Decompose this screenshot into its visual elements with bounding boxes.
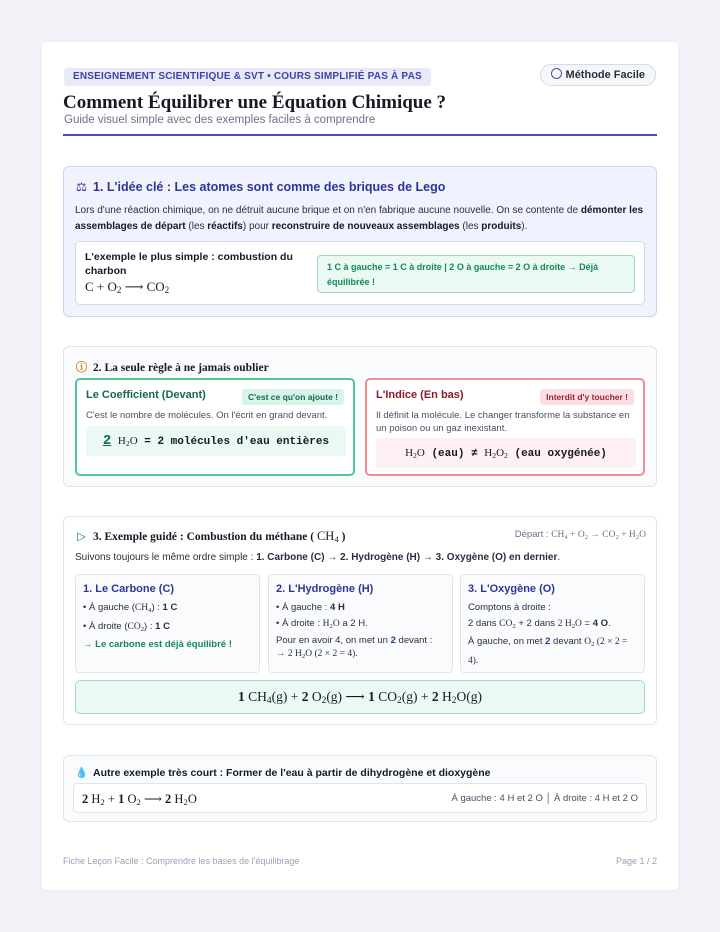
coefficient-desc: C'est le nombre de molécules. On l'écrit en grand devant. xyxy=(86,410,328,421)
section1-heading: ⚖ 1. L'idée clé : Les atomes sont comme des briques de Lego xyxy=(75,180,446,194)
simple-example-title: L'exemple le plus simple : combustion du charbon xyxy=(85,251,293,277)
section-water-example xyxy=(63,755,657,822)
section2-heading: ⓘ 2. La seule règle à ne jamais oublier xyxy=(75,359,269,375)
coefficient-box xyxy=(75,378,355,476)
water-equation: 2 $H_2 + 1$ $O_2$ ⟶ 2 $H_2O$ xyxy=(82,792,197,807)
index-badge: Interdit d'y toucher ! xyxy=(540,389,634,405)
starting-equation: Départ : $CH_4 + O_2 \to CO_2 + H_2O$ xyxy=(514,529,646,541)
step-hydrogen-left: • À gauche : 4 H xyxy=(276,602,345,613)
play-icon: ▷ xyxy=(77,531,86,543)
method-pill xyxy=(540,64,656,86)
index-desc: Il définit la molécule. Le changer transforme la substance en un poison ou un gaz inexistant. xyxy=(376,410,630,434)
section1-intro: Lors d'une réaction chimique, on ne détruit aucune brique et on n'en fabrique aucune nouvelle. On se contente de démonter les assemblages de départ (les réactifs) pour reconstruire de nouveaux assemblages (les produits). xyxy=(75,205,644,232)
step-oxygen-count: 2 dans $CO_2 + 2$ dans 2 $H_2O = 4$ O. xyxy=(468,617,611,630)
step-carbon-right: • À droite $(CO_2)$ : 1 C xyxy=(83,620,170,633)
section3-heading: ▷ 3. Exemple guidé : Combustion du méthane ( $CH_4$ ) xyxy=(75,529,345,544)
order-instructions: Suivons toujours le même ordre simple : 1. Carbone (C) → 2. Hydrogène (H) → 3. Oxygène (O) en dernier. xyxy=(75,552,561,563)
title-divider xyxy=(63,134,657,136)
index-example: $H_2O$ $(eau) \ne H_2O_2$ (eau oxygénée) xyxy=(376,438,636,468)
step-carbon-title: 1. Le Carbone (C) xyxy=(83,583,175,595)
section4-heading: 💧 Autre exemple très court : Former de l'eau à partir de dihydrogène et dioxygène xyxy=(75,767,491,779)
footer-left: Fiche Leçon Facile : Comprendre les bases de l'équilibrage xyxy=(63,856,300,866)
step-oxygen-action: À gauche, on met 2 devant $O_2$ (2 × 2 = 4). xyxy=(468,636,628,666)
water-example-row xyxy=(73,783,647,813)
step-oxygen-count-label: Comptons à droite : xyxy=(468,602,551,613)
step-oxygen-title: 3. L'Oxygène (O) xyxy=(468,583,555,595)
index-box xyxy=(365,378,645,476)
section-golden-rule xyxy=(63,346,657,487)
step-hydrogen-result: → 2 $H_2O$ (2 × 2 = 4). xyxy=(276,649,358,660)
page-number: Page 1 / 2 xyxy=(615,856,657,866)
water-atom-check: À gauche : 4 H et 2 O │ À droite : 4 H et 2 O xyxy=(451,793,638,804)
step-carbon-left: • À gauche $(CH_4)$ : 1 C xyxy=(83,602,178,614)
info-icon: ⓘ xyxy=(75,362,88,374)
step-carbon-conclusion: → Le carbone est déjà équilibré ! xyxy=(83,639,232,650)
coefficient-example: 2 $H_2O = 2$ molécules d'eau entières xyxy=(86,426,346,456)
method-pill-label: Méthode Facile xyxy=(565,69,645,81)
coal-combustion-equation: $C + O_2$ ⟶ $CO_2$ xyxy=(85,279,170,295)
step-hydrogen-right: • À droite : $H_2O$ a 2 H. xyxy=(276,617,368,630)
step-oxygen xyxy=(460,574,645,673)
step-carbon xyxy=(75,574,260,673)
coefficient-title: Le Coefficient (Devant) xyxy=(86,389,206,401)
page-subtitle: Guide visuel simple avec des exemples faciles à comprendre xyxy=(64,114,376,126)
step-hydrogen xyxy=(268,574,453,673)
smile-icon xyxy=(551,68,562,79)
section-guided-example xyxy=(63,516,657,725)
already-balanced-note: 1 C à gauche = 1 C à droite | 2 O à gauche = 2 O à droite → Déjà équilibrée ! xyxy=(317,255,635,293)
coefficient-badge: C'est ce qu'on ajoute ! xyxy=(242,389,344,405)
subject-tag: ENSEIGNEMENT SCIENTIFIQUE & SVT • COURS SIMPLIFIÉ PAS À PAS xyxy=(64,68,431,86)
lesson-page xyxy=(42,42,678,890)
step-hydrogen-title: 2. L'Hydrogène (H) xyxy=(276,583,374,595)
section-key-idea xyxy=(63,166,657,317)
page-title: Comment Équilibrer une Équation Chimique ? xyxy=(63,92,447,113)
balance-icon: ⚖ xyxy=(75,180,88,194)
index-title: L'Indice (En bas) xyxy=(376,389,464,401)
balanced-methane-equation: 1 $CH_4(g) + 2$ $O_2(g)$ ⟶ 1 $CO_2(g) + 2$ $H_2O(g)$ xyxy=(75,680,645,714)
step-hydrogen-action: Pour en avoir 4, on met un 2 devant : xyxy=(276,635,433,646)
drop-icon: 💧 xyxy=(75,767,89,779)
simple-example-box xyxy=(75,241,645,305)
